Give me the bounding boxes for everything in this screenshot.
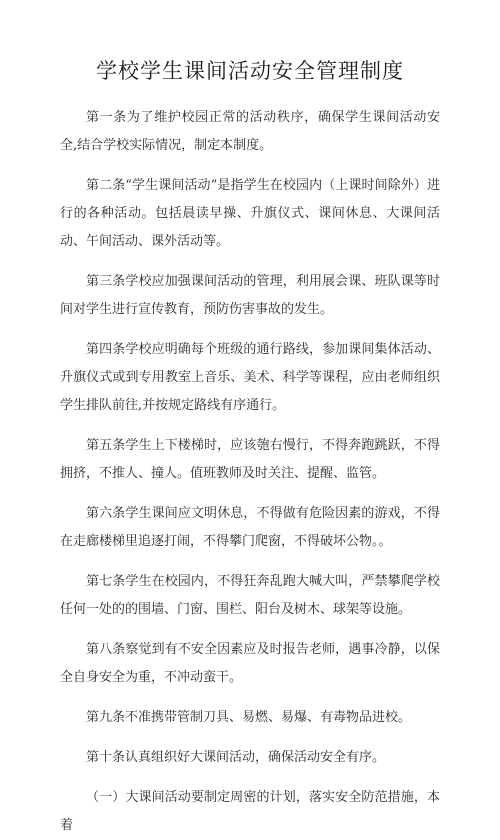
article-10: 第十条认真组织好大课间活动，确保活动安全有序。 [86, 750, 386, 765]
article-4: 第四条学校应明确每个班级的通行路线，参加课间集体活动、升旗仪式或到专用教室上音乐、美术、科学等课程，应由老师组织学生排队前往,并按规定路线有序通行。 [60, 342, 440, 413]
article-9: 第九条不准携带管制刀具、易燃、易爆、有毒物品进校。 [86, 710, 412, 725]
article-2: 第二条“学生课间活动”是指学生在校园内（上课时间除外）进行的各种活动。包括晨读早操、升旗仪式、课间休息、大课间活动、午间活动、课外活动等。 [60, 178, 440, 249]
document-body [60, 104, 440, 840]
article-10-item-1: （一）大课间活动要制定周密的计划，落实安全防范措施，本着 [60, 790, 440, 833]
article-5: 第五条学生上下楼梯时，应该匏右慢行，不得奔跑跳跃，不得拥挤，不推人、撞人。值班教师及时关注、提醒、监管。 [60, 438, 440, 481]
article-8: 第八条察觉到有不安全因素应及时报告老师，遇事冷静，以保全自身安全为重，不冲动蛮干。 [60, 642, 440, 685]
article-3: 第三条学校应加强课间活动的管理，利用展会课、班队课等时间对学生进行宣传教育，预防伤害事故的发生。 [60, 274, 440, 317]
article-6: 第六条学生课间应文明休息，不得做有危险因素的游戏，不得在走廊楼梯里追逐打闹，不得攀门爬窗，不得破坏公物。。 [60, 506, 440, 549]
article-1: 第一条为了维护校园正常的活动秩序，确保学生课间活动安全,结合学校实际情况，制定本制度。 [60, 110, 440, 153]
document-title: 学校学生课间活动安全管理制度 [96, 59, 404, 83]
article-7: 第七条学生在校园内，不得狂奔乱跑大喊大叫，严禁攀爬学校任何一处的的围墙、门窗、围栏、阳台及树木、球架等设施。 [60, 574, 440, 617]
